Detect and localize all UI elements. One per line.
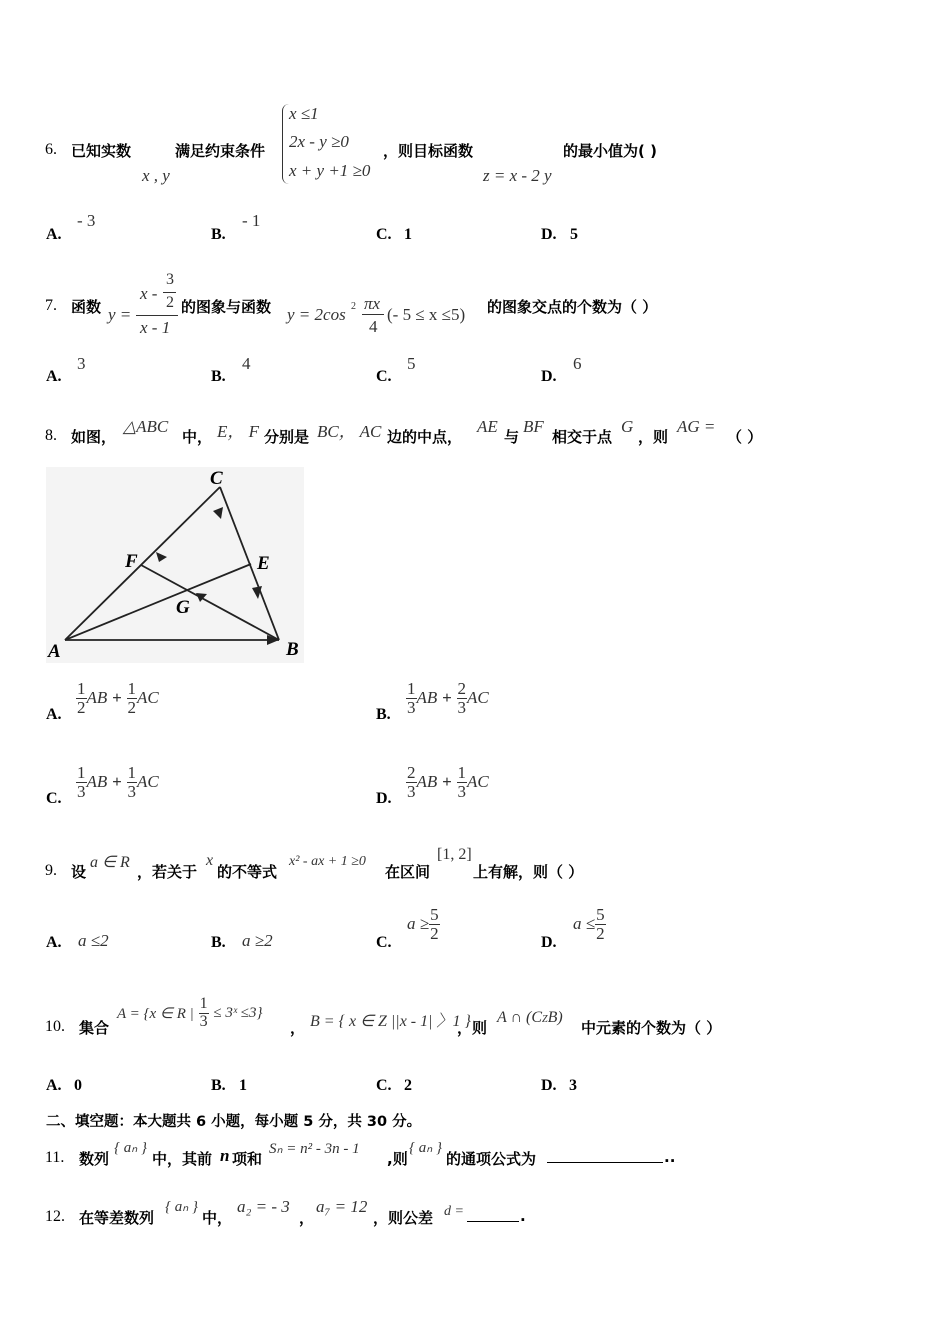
answer-blank[interactable] xyxy=(467,1221,519,1222)
math-point: G xyxy=(621,417,634,436)
option-value: 5 xyxy=(570,226,578,243)
question-number: 9. xyxy=(45,862,57,879)
question-number: 6. xyxy=(45,141,57,158)
option-value: a ≥ $\frac{5}{2}$ xyxy=(407,905,439,943)
option-value: 1 xyxy=(239,1077,247,1094)
option-label: A. xyxy=(46,226,62,243)
question-text: 中， xyxy=(202,1209,233,1227)
option-label: C. xyxy=(46,790,62,807)
question-text: 上有解，则（ ） xyxy=(473,863,584,881)
constraint-1: x ≤1 xyxy=(289,104,319,123)
option-value: $\frac{1}{3}$ AB + $\frac{2}{3}$ AC xyxy=(407,679,489,717)
math-var: d = xyxy=(444,1204,464,1219)
question-text: 如图， xyxy=(71,428,117,446)
fraction-denominator: x - 1 xyxy=(140,318,171,337)
question-text: ，则公差 xyxy=(373,1209,434,1227)
fraction-numerator: πx xyxy=(364,294,381,313)
option-label: B. xyxy=(211,934,226,951)
question-text: 项和 xyxy=(232,1150,263,1168)
option-label: A. xyxy=(46,934,62,951)
option-value: a ≥2 xyxy=(242,931,273,950)
fraction-denominator: 4 xyxy=(369,317,378,336)
question-text: ，若关于 xyxy=(137,863,198,881)
question-text: ， xyxy=(290,1019,306,1037)
option-label: D. xyxy=(541,368,557,385)
point-label-c: C xyxy=(210,468,223,489)
set-a: A = {x ∈ R | $\frac{1}{3}$ ≤ 3ˣ ≤3} xyxy=(117,995,263,1030)
function-lhs: y = 2cos xyxy=(287,305,346,324)
math-vars: x , y xyxy=(142,166,170,185)
fraction-numerator: 3 xyxy=(166,271,174,288)
math-sequence: { aₙ } xyxy=(409,1140,442,1156)
question-text: 集合 xyxy=(79,1019,110,1037)
option-label: B. xyxy=(211,226,226,243)
question-text: 数列 xyxy=(79,1150,110,1168)
math-triangle: △ABC xyxy=(123,417,169,436)
option-label: C. xyxy=(376,1077,392,1094)
triangle-figure xyxy=(46,467,304,663)
question-number: 7. xyxy=(45,297,57,314)
question-text: 分别是 xyxy=(264,428,310,446)
question-text: 在区间 xyxy=(385,863,431,881)
question-text: （ ） xyxy=(727,428,763,446)
answer-blank[interactable] xyxy=(547,1162,663,1163)
math-inequality: x² - ax + 1 ≥0 xyxy=(289,854,366,869)
constraint-2: 2x - y ≥0 xyxy=(289,132,349,151)
set-expression: A ∩ (CZB) xyxy=(497,1009,563,1026)
option-value: a ≤ $\frac{5}{2}$ xyxy=(573,905,605,943)
question-number: 10. xyxy=(45,1018,65,1035)
question-text: ，则目标函数 xyxy=(383,142,474,160)
option-value: 3 xyxy=(77,354,86,373)
question-text: 的不等式 xyxy=(217,863,278,881)
option-value: 4 xyxy=(242,354,251,373)
question-text: 中，其前 xyxy=(152,1150,213,1168)
question-text: 已知实数 xyxy=(71,142,132,160)
math-expr: a ∈ R xyxy=(90,854,130,871)
math-sides: BC， AC xyxy=(317,422,382,441)
option-value: a ≤2 xyxy=(78,931,109,950)
option-value: 0 xyxy=(74,1077,82,1094)
option-label: D. xyxy=(541,226,557,243)
question-text: 与 xyxy=(504,428,520,446)
exponent: 2 xyxy=(351,301,356,312)
option-label: B. xyxy=(376,706,391,723)
question-text: 满足约束条件 xyxy=(175,142,266,160)
question-text: 函数 xyxy=(71,298,102,316)
question-text: 中， xyxy=(182,428,213,446)
fraction-numerator: 2 xyxy=(166,294,174,311)
fraction-numerator: x - xyxy=(140,284,158,303)
question-text: 的通项公式为 xyxy=(446,1150,537,1168)
domain: (- 5 ≤ x ≤5) xyxy=(387,305,466,324)
math-sequence: { aₙ } xyxy=(114,1140,147,1156)
option-value: 2 xyxy=(404,1077,412,1094)
question-text: 的图象与函数 xyxy=(181,298,272,316)
option-value: 1 xyxy=(404,226,412,243)
question-text: 在等差数列 xyxy=(79,1209,155,1227)
option-label: D. xyxy=(376,790,392,807)
option-label: A. xyxy=(46,368,62,385)
math-segment: BF xyxy=(523,417,544,436)
question-text: ， xyxy=(299,1209,315,1227)
question-number: 8. xyxy=(45,427,57,444)
point-label-f: F xyxy=(125,551,138,572)
point-label-e: E xyxy=(257,553,270,574)
constraint-brace xyxy=(282,104,289,184)
question-text: 设 xyxy=(71,863,87,881)
section-heading: 二、填空题：本大题共 6 小题，每小题 5 分，共 30 分。 xyxy=(46,1114,422,1130)
question-text: 的最小值为( ) xyxy=(563,142,657,160)
math-term: a₂ = - 3 xyxy=(237,1197,290,1216)
constraint-3: x + y +1 ≥0 xyxy=(289,161,371,180)
question-number: 12. xyxy=(45,1208,65,1225)
option-value: 5 xyxy=(407,354,416,373)
question-text: ，则 xyxy=(457,1019,488,1037)
option-label: C. xyxy=(376,226,392,243)
option-value: $\frac{1}{2}$ AB + $\frac{1}{2}$ AC xyxy=(77,679,159,717)
option-value: - 1 xyxy=(242,211,261,230)
math-points: E， F xyxy=(217,422,260,441)
option-label: D. xyxy=(541,934,557,951)
question-text: ，则 xyxy=(638,428,669,446)
question-text: . xyxy=(520,1207,526,1225)
question-text: 的图象交点的个数为（ ） xyxy=(487,298,658,316)
point-label-a: A xyxy=(48,641,61,662)
question-text: 中元素的个数为（ ） xyxy=(581,1019,722,1037)
point-label-g: G xyxy=(176,597,190,618)
option-label: C. xyxy=(376,934,392,951)
point-label-b: B xyxy=(286,639,299,660)
function-lhs: y = xyxy=(108,305,132,324)
math-segment: AE xyxy=(477,417,498,436)
option-value: 3 xyxy=(569,1077,577,1094)
option-label: C. xyxy=(376,368,392,385)
option-value: - 3 xyxy=(77,211,96,230)
option-value: $\frac{1}{3}$ AB + $\frac{1}{3}$ AC xyxy=(77,763,159,801)
option-label: D. xyxy=(541,1077,557,1094)
question-text: 相交于点 xyxy=(552,428,613,446)
question-number: 11. xyxy=(45,1149,65,1166)
fraction-bar xyxy=(163,292,176,293)
math-sum: Sₙ = n² - 3n - 1 xyxy=(269,1141,360,1157)
math-var: n xyxy=(220,1146,230,1165)
option-value: $\frac{2}{3}$ AB + $\frac{1}{3}$ AC xyxy=(407,763,489,801)
question-text: .. xyxy=(664,1148,676,1166)
option-label: A. xyxy=(46,1077,62,1094)
math-term: a₇ = 12 xyxy=(316,1197,368,1216)
option-label: B. xyxy=(211,368,226,385)
objective-function: z = x - 2 y xyxy=(483,166,552,185)
fraction-bar xyxy=(136,315,178,316)
fraction-bar xyxy=(362,314,384,315)
option-label: A. xyxy=(46,706,62,723)
question-text: 边的中点， xyxy=(387,428,463,446)
option-value: 6 xyxy=(573,354,582,373)
math-interval: [1, 2] xyxy=(437,846,472,863)
math-vector: AG = xyxy=(677,417,716,436)
math-var: x xyxy=(206,852,214,869)
math-sequence: { aₙ } xyxy=(165,1199,198,1215)
option-label: B. xyxy=(211,1077,226,1094)
set-b: B = { x ∈ Z ||x - 1| 〉1 } xyxy=(310,1013,471,1030)
question-text: ,则 xyxy=(387,1150,408,1168)
